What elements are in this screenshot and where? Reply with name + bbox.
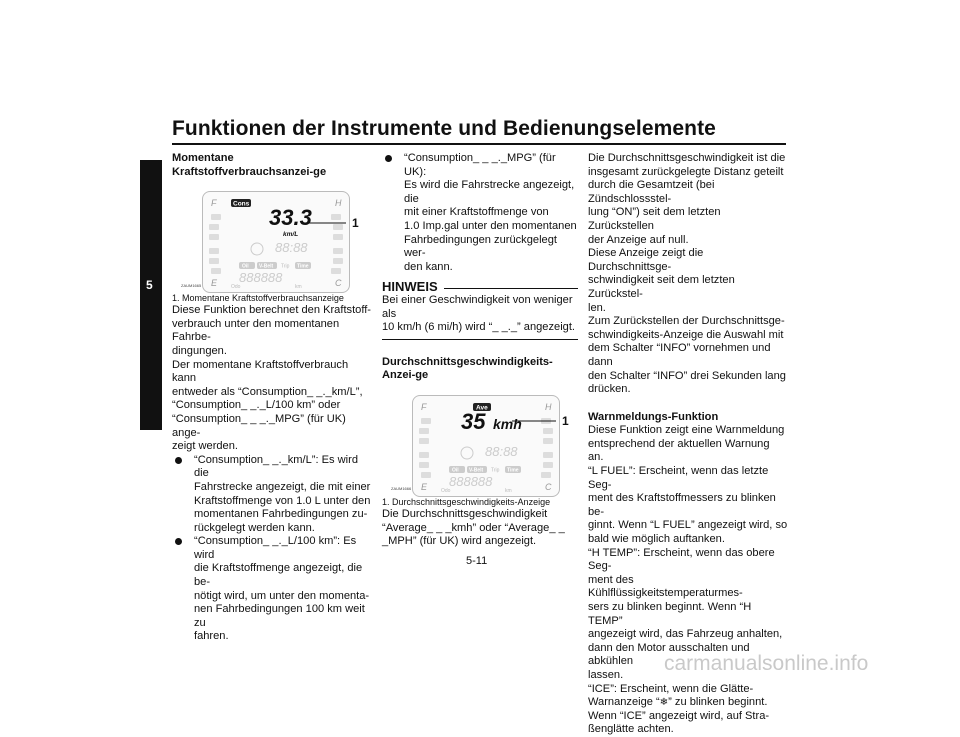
time-label: Time [297,263,309,270]
ice-note [588,710,788,737]
text-line: “Consumption_ _._km/L”: Es wird die [194,453,359,480]
chapter-tab [140,160,162,430]
text-line: “H TEMP”: Erscheint, wenn das obere Seg- [588,546,775,573]
text-line: ginnt. Wenn “L FUEL” angezeigt wird, so [588,519,788,532]
text-line: Zum Zurückstellen der Durchschnittsge- [588,315,785,328]
text-line: durch die Gesamtzeit (bei Zündschlossstel- [588,179,715,205]
callout-number: 1 [562,413,569,428]
text-line: schwindigkeits-Anzeige die Auswahl mit [588,328,784,341]
bullet-dot [175,457,182,464]
vbelt-label: V-Belt [259,263,274,270]
meter-panel [181,191,350,293]
text-line: Wenn “ICE” angezeigt wird, auf Stra- [588,709,770,722]
time-label: Time [507,467,519,474]
text-line: 10 km/h (6 mi/h) wird “_ _._” angezeigt. [382,321,575,334]
text-line: Diese Funktion berechnet den Kraftstoff- [172,304,371,317]
fuel-e-label: E [211,278,218,289]
hinweis-title: HINWEIS [382,279,438,295]
text-line: rückgelegt werden kann. [194,521,315,534]
oil-label: Oil [242,263,249,270]
column-1 [172,152,372,644]
fuel-e-label: E [421,481,428,492]
column-3 [588,152,788,737]
text-line: Kraftstoffmenge von 1.0 L unter den [194,494,371,507]
odo-segments: 888888 [239,270,283,286]
ice-text-post: ” zu blinken beginnt. [668,696,768,709]
text-line: dann den Motor ausschalten und abkühlen [588,641,750,668]
text-line: entweder als “Consumption_ _._km/L”, [172,385,363,398]
clock-segments: 88:88 [275,240,308,256]
text-line: “Consumption_ _ _._MPG” (für UK): [404,152,556,178]
text-line: Fahrstrecke angezeigt, die mit einer [194,480,371,493]
section-heading-consumption: Momentane Kraftstoffverbrauchsanzei-ge [172,152,327,178]
km-label: km [505,487,512,494]
bullet-dot [175,538,182,545]
text-line: Der momentane Kraftstoffverbrauch kann [172,358,349,385]
bullet-item [382,152,578,274]
text-line: bald wie möglich auftanken. [588,533,725,546]
text-line: den Schalter “INFO” drei Sekunden lang [588,369,786,382]
text-line: ßenglätte achten. [588,723,674,736]
callout-line [512,409,562,429]
text-line: Bei einer Geschwindigkeit von weniger als [382,293,573,320]
display-unit: km/L [283,231,299,239]
ice-text-pre: Warnanzeige “ [588,696,660,709]
text-line: “ICE”: Erscheint, wenn die Glätte- [588,682,754,695]
bullet-dot [385,155,392,162]
fuel-gauge-segments [209,214,221,274]
text-line: “Consumption_ _._L/100 km” oder [172,399,341,412]
text-line: “Consumption_ _._L/100 km”: Es wird [194,535,357,561]
average-explanation [588,152,788,397]
text-line: lung “ON”) seit dem letzten Zurückstellen [588,206,721,232]
text-line: Es wird die Fahrstrecke angezeigt, die [404,179,575,205]
display-value: 35 [461,408,486,434]
text-line: die Kraftstoffmenge angezeigt, die be- [194,562,363,589]
km-label: km [295,284,302,291]
fuel-gauge-segments [419,418,431,478]
figure-code: ZAUM1666 [391,486,412,492]
hinweis-text [382,294,578,335]
page-number: 5-11 [466,555,488,567]
hinweis-header [382,280,578,294]
vbelt-label: V-Belt [469,467,484,474]
text-line: Die Durchschnittsgeschwindigkeit [382,507,548,520]
temp-c-label: C [335,278,342,289]
temp-h-label: H [335,198,342,209]
watermark: carmanualsonline.info [664,652,869,675]
cons-badge-label: Cons [233,200,250,208]
ice-line [588,696,788,710]
text-line: dem Schalter “INFO” vornehmen und dann [588,342,771,368]
bullet-item [172,535,372,644]
clock-icon [251,243,263,255]
figure-code: ZAUM1665 [181,282,202,288]
text-line: nen Fahrbedingungen 100 km weit zu [194,603,365,629]
text-line: nötigt wird, um unter den momenta- [194,589,370,602]
text-line: “L FUEL”: Erscheint, wenn das letzte Seg- [588,465,769,491]
odo-label: Odo [231,284,241,291]
text-line: _MPH” (für UK) wird angezeigt. [382,535,537,548]
figure-average [382,395,578,497]
text-line: “Average_ _ _kmh” oder “Average_ _ [382,521,565,534]
text-line: fahren. [194,630,229,643]
clock-segments: 88:88 [485,443,518,459]
meter-svg [203,192,349,292]
text-line: 1.0 Imp.gal unter den momentanen [404,219,577,232]
text-line: Die Durchschnittsgeschwindigkeit ist die [588,152,786,164]
intro-paragraph [172,304,372,454]
text-line: mit einer Kraftstoffmenge von [404,206,549,219]
text-line: der Anzeige auf null. [588,233,689,246]
page-title: Funktionen der Instrumente und Bedienungselemente [172,117,716,140]
text-line: ment des Kraftstoffmessers zu blinken be- [588,492,776,518]
callout-line [302,211,352,231]
fuel-f-label: F [421,401,427,412]
odo-segments: 888888 [449,473,493,489]
text-line: sers zu blinken beginnt. Wenn “H TEMP” [588,601,752,627]
average-paragraph [382,508,578,549]
text-line: verbrauch unter den momentanen Fahrbe- [172,317,340,344]
fuel-f-label: F [211,198,217,209]
text-line: dingungen. [172,344,227,357]
column-2 [382,152,578,549]
temp-h-label: H [545,401,552,412]
hinweis-rule [444,288,578,289]
text-line: drücken. [588,383,631,396]
section-heading-warning: Warnmeldungs-Funktion [588,410,719,423]
trip-label: Trip [281,263,290,270]
section-heading-average: Durchschnittsgeschwindigkeits-Anzei-ge [382,355,553,382]
text-line: Diese Funktion zeigt eine Warnmeldung [588,424,785,437]
text-line: angezeigt wird, das Fahrzeug anhalten, [588,628,783,641]
text-line: ment des Kühlflüssigkeitstemperaturmes- [588,573,743,600]
text-line: “Consumption_ _ _._MPG” (für UK) ange- [172,412,346,439]
text-line: insgesamt zurückgelegte Distanz geteilt [588,165,784,178]
figure-consumption [172,191,372,293]
odo-label: Odo [441,487,451,494]
temp-c-label: C [545,481,552,492]
text-line: schwindigkeit seit dem letzten Zurückstel- [588,274,735,300]
display-unit: kmh [493,415,522,432]
display-value: 33.3 [269,205,312,231]
clock-icon [461,447,473,459]
callout-number: 1 [352,216,359,231]
title-rule [172,143,786,145]
bullet-item [172,454,372,536]
text-line: den kann. [404,260,453,273]
text-line: lassen. [588,668,624,681]
oil-label: Oil [452,467,459,474]
ice-warning-icon: ❄ [659,697,669,709]
figure-caption: 1. Momentane Kraftstoffverbrauchsanzeige [172,293,344,304]
text-line: len. [588,301,606,314]
text-line: Diese Anzeige zeigt die Durchschnittsge- [588,247,704,273]
text-line: entsprechend der aktuellen Warnung an. [588,437,770,464]
text-line: zeigt werden. [172,440,238,453]
ave-badge-label: Ave [476,404,488,412]
chapter-number: 5 [146,278,153,292]
figure-caption: 1. Durchschnittsgeschwindigkeits-Anzeige [382,496,551,507]
text-line: Fahrbedingungen zurückgelegt wer- [404,233,557,260]
trip-label: Trip [491,467,500,474]
text-line: momentanen Fahrbedingungen zu- [194,508,368,521]
